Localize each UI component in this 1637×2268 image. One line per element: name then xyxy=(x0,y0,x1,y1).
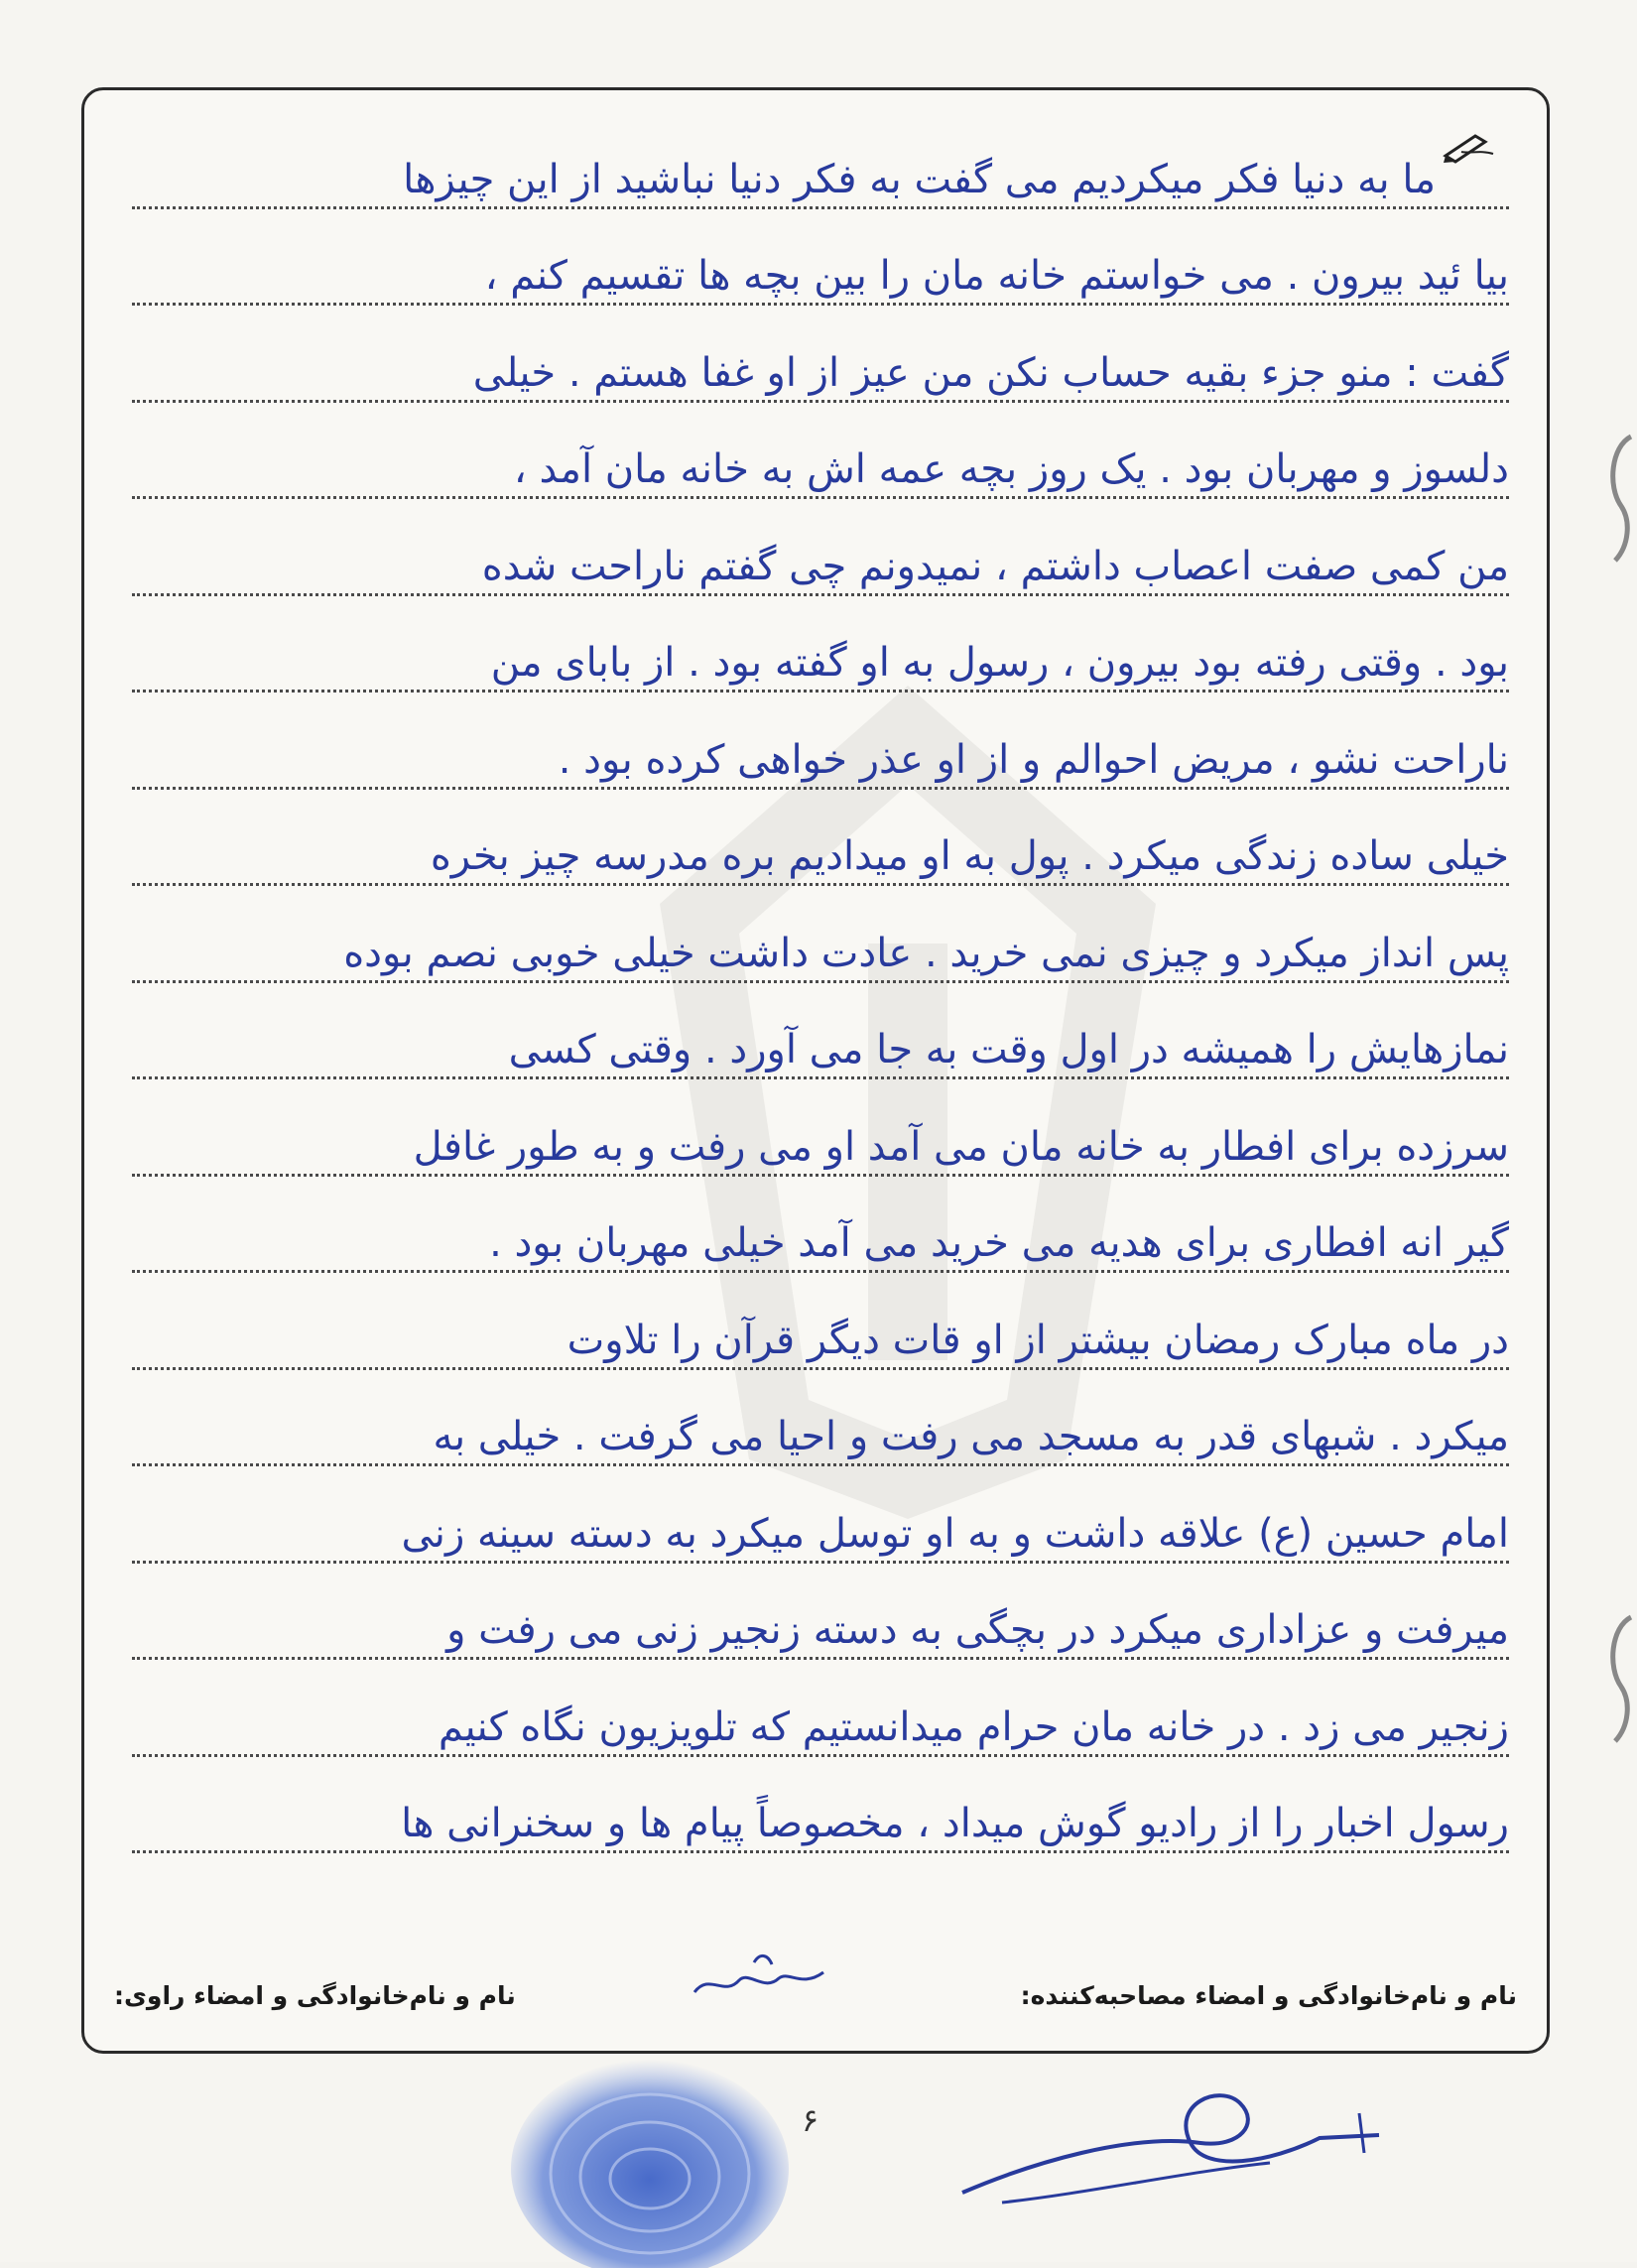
interviewer-signature-icon xyxy=(685,1943,833,2012)
line-text: ما به دنیا فکر میکردیم می گفت به فکر دنیا نباشید از این چیزها xyxy=(403,156,1436,202)
text-line xyxy=(132,1394,1509,1491)
line-text: ناراحت نشو ، مریض احوالم و از او عذر خواهی کرده بود . xyxy=(558,736,1509,783)
text-line xyxy=(132,233,1509,330)
fingerprint-mark xyxy=(496,2040,804,2268)
line-text: بود . وقتی رفته بود بیرون ، رسول به او گفته بود . از بابای من xyxy=(490,640,1509,686)
text-line xyxy=(132,910,1509,1007)
text-line xyxy=(132,523,1509,620)
document-frame xyxy=(81,87,1550,2054)
line-text: دلسوز و مهربان بود . یک روز بچه عمه اش به خانه مان آمد ، xyxy=(513,446,1509,492)
text-line xyxy=(132,136,1509,233)
text-line xyxy=(132,1781,1509,1878)
text-line xyxy=(132,427,1509,524)
narrator-label: نام و نام‌خانوادگی و امضاء راوی: xyxy=(114,1981,516,2010)
text-line xyxy=(132,814,1509,911)
text-line xyxy=(132,1490,1509,1587)
line-text: گفت : منو جزء بقیه حساب نکن من عیز از او غفا هستم . خیلی xyxy=(472,349,1509,396)
line-text: در ماه مبارک رمضان بیشتر از او قات دیگر قرآن را تلاوت xyxy=(567,1317,1509,1363)
interviewer-label: نام و نام‌خانوادگی و امضاء مصاحبه‌کننده: xyxy=(1020,1981,1517,2010)
text-line xyxy=(132,1684,1509,1781)
line-text: امام حسین (ع) علاقه داشت و به او توسل میکرد به دسته سینه زنی xyxy=(401,1510,1509,1557)
line-text: گیر انه افطاری برای هدیه می خرید می آمد خیلی مهربان بود . xyxy=(489,1220,1509,1266)
binder-clip-icon xyxy=(1601,1607,1637,1746)
text-line xyxy=(132,620,1509,717)
text-line xyxy=(132,1103,1509,1200)
text-line xyxy=(132,1007,1509,1104)
line-text: پس انداز میکرد و چیزی نمی خرید . عادت داشت خیلی خوبی نصم بوده xyxy=(343,930,1509,976)
text-line xyxy=(132,1297,1509,1394)
line-text: سرزده برای افطار به خانه مان می آمد او می رفت و به طور غافل xyxy=(413,1123,1509,1170)
text-line xyxy=(132,1587,1509,1685)
line-text: میرفت و عزاداری میکرد در بچگی به دسته زنجیر زنی می رفت و xyxy=(446,1607,1509,1653)
line-text: بیا ئید بیرون . می خواستم خانه مان را بین بچه ها تقسیم کنم ، xyxy=(484,253,1509,299)
line-text: میکرد . شبهای قدر به مسجد می رفت و احیا می گرفت . خیلی به xyxy=(433,1414,1509,1459)
page-number: ۶ xyxy=(802,2101,819,2139)
line-text: خیلی ساده زندگی میکرد . پول به او میدادیم بره مدرسه چیز بخره xyxy=(430,833,1509,879)
text-line xyxy=(132,1200,1509,1298)
binder-clip-icon xyxy=(1601,427,1637,566)
line-text: نمازهایش را همیشه در اول وقت به جا می آورد . وقتی کسی xyxy=(508,1027,1509,1072)
text-line xyxy=(132,716,1509,814)
handwritten-lines xyxy=(132,136,1509,1877)
line-text: زنجیر می زد . در خانه مان حرام میدانستیم که تلویزیون نگاه کنیم xyxy=(438,1703,1509,1750)
text-line xyxy=(132,329,1509,427)
narrator-signature xyxy=(943,2044,1399,2222)
line-text: من کمی صفت اعصاب داشتم ، نمیدونم چی گفتم ناراحت شده xyxy=(481,543,1509,589)
line-text: رسول اخبار را از رادیو گوش میداد ، مخصوصاً پیام ها و سخنرانی ها xyxy=(401,1801,1509,1846)
